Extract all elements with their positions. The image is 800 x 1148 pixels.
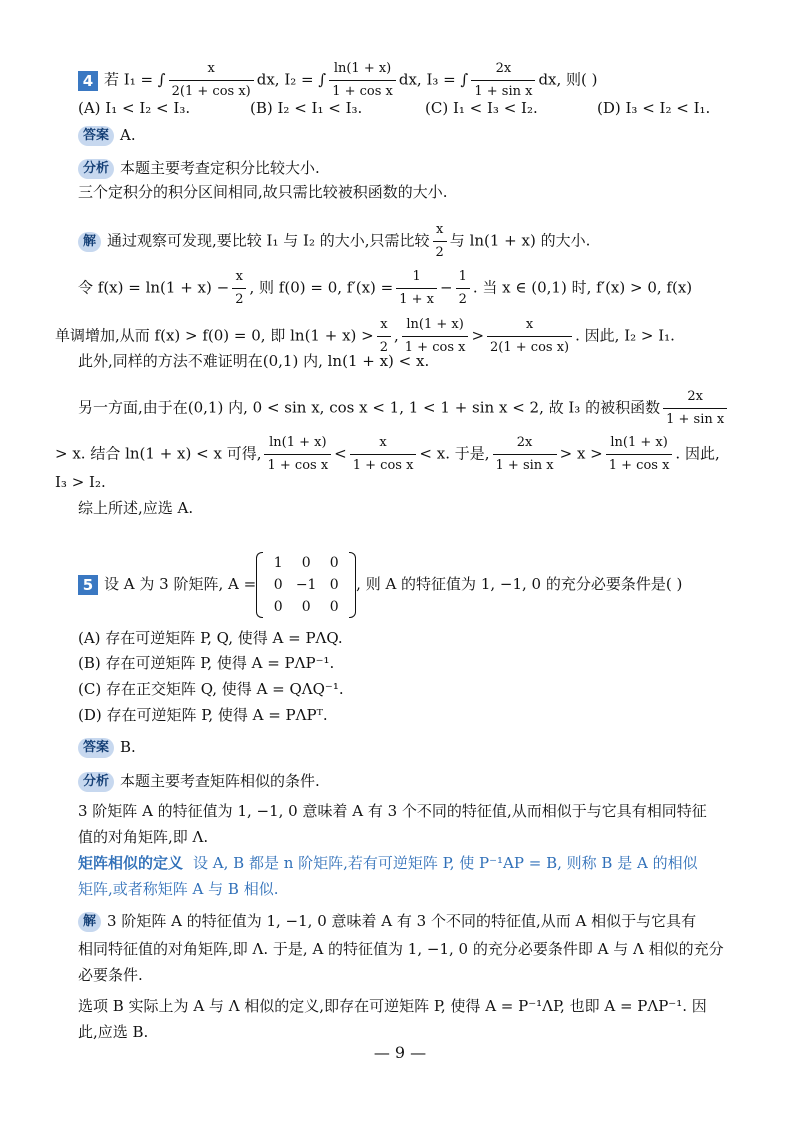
definition-title: 矩阵相似的定义: [78, 854, 184, 872]
q4-analysis-line-2: 三个定积分的积分区间相同,故只需比较被积函数的大小.: [78, 183, 448, 201]
q4-s2-fraction-1: $\frac{x}{2}$: [232, 266, 246, 311]
q4-s3a: 单调增加,从而 f(x) > f(0) = 0, 即 ln(1 + x) >: [55, 326, 374, 345]
q4-stem-d: dx, 则( ): [538, 70, 598, 89]
q4-s1-fraction: $\frac{x}{2}$: [433, 219, 447, 264]
q5-stem: [78, 552, 682, 618]
q5-analysis-line-2: 3 阶矩阵 A 的特征值为 1, −1, 0 意味着 A 有 3 个不同的特征值,从而相似于与它具有相同特征: [78, 802, 707, 820]
answer-text: B.: [120, 738, 136, 756]
q4-s3c: >: [471, 326, 485, 345]
q4-s6-fraction-4: $\frac{\ln(1 + x)}{\text{1 + cos x}}$: [606, 432, 673, 477]
q4-i2-fraction: $\frac{\ln(1 + x)}{\text{1 + cos x}}$: [329, 58, 396, 103]
q4-s5a: 另一方面,由于在(0,1) 内, 0 < sin x, cos x < 1, 1 < 1 + sin x < 2, 故 I₃ 的被积函数: [78, 398, 661, 417]
q4-s3b: ,: [394, 326, 399, 345]
q4-stem-a: 若 I₁ = ∫: [104, 70, 166, 89]
q4-option-c: (C) I₁ < I₃ < I₂.: [425, 99, 538, 117]
q4-s6-fraction-3: $\frac{2x}{\text{1 + sin x}}$: [493, 432, 557, 477]
q4-s6-fraction-1: $\frac{\ln(1 + x)}{\text{1 + cos x}}$: [264, 432, 331, 477]
q4-s3d: . 因此, I₂ > I₁.: [575, 326, 675, 345]
q5-solution-line-2: 相同特征值的对角矩阵,即 Λ. 于是, A 的特征值为 1, −1, 0 的充分必要条件即 A 与 Λ 相似的充分: [78, 940, 724, 958]
question-number-5: 5: [78, 575, 98, 595]
q4-analysis: [78, 157, 320, 179]
q4-option-a: (A) I₁ < I₂ < I₃.: [78, 99, 191, 117]
answer-tag: 答案: [78, 738, 114, 758]
q5-analysis-line-3: 值的对角矩阵,即 Λ.: [78, 828, 209, 846]
q4-solution-line-7: I₃ > I₂.: [55, 473, 106, 491]
q4-s6-fraction-2: $\frac{x}{\text{1 + cos x}}$: [350, 432, 417, 477]
q4-s2a: 令 f(x) = ln(1 + x) −: [78, 278, 230, 297]
question-number-4: 4: [78, 71, 98, 91]
answer-text: A.: [120, 126, 136, 144]
matrix-cell: 1: [273, 555, 283, 571]
q4-s1b: 与 ln(1 + x) 的大小.: [449, 231, 591, 250]
q4-s2-fraction-2: $\frac{1}{1 + x}$: [396, 266, 437, 311]
q4-stem-c: dx, I₃ = ∫: [398, 70, 469, 89]
matrix-cell: 0: [273, 577, 283, 593]
q4-s5-fraction: $\frac{2x}{\text{1 + sin x}}$: [663, 386, 727, 431]
q4-conclusion: 综上所述,应选 A.: [78, 499, 194, 517]
q4-solution-line-6: [55, 432, 720, 477]
q5-option-d: (D) 存在可逆矩阵 P, 使得 A = PΛPᵀ.: [78, 706, 328, 724]
q4-option-d: (D) I₃ < I₂ < I₁.: [597, 99, 711, 117]
definition-line-1: 设 A, B 都是 n 阶矩阵,若有可逆矩阵 P, 使 P⁻¹AP = B, 则称 B 是 A 的相似: [193, 854, 698, 872]
definition-box: [78, 852, 698, 874]
analysis-tag: 分析: [78, 772, 114, 792]
analysis-text: 本题主要考查定积分比较大小.: [120, 159, 320, 177]
q5-option-b: (B) 存在可逆矩阵 P, 使得 A = PΛP⁻¹.: [78, 654, 335, 672]
q5-solution-line-5: 此,应选 B.: [78, 1023, 149, 1041]
q4-i1-fraction: $\frac{x}{\text{2(1 + cos x)}}$: [169, 58, 254, 103]
solution-tag: 解: [78, 912, 101, 932]
q4-s6d: > x >: [559, 444, 603, 463]
q4-s2c: −: [440, 278, 453, 297]
q4-answer: [78, 124, 136, 146]
q4-s3-fraction-3: $\frac{x}{\text{2(1 + cos x)}}$: [487, 314, 572, 359]
q4-s2-fraction-3: $\frac{1}{2}$: [456, 266, 470, 311]
matrix-cell: −1: [295, 577, 317, 593]
matrix-cell: 0: [273, 599, 283, 615]
q4-s6a: > x. 结合 ln(1 + x) < x 可得,: [55, 444, 262, 463]
solution-tag: 解: [78, 232, 101, 252]
analysis-tag: 分析: [78, 159, 114, 179]
q5-solution-line-1: [78, 910, 696, 932]
q4-s6e: . 因此,: [675, 444, 720, 463]
q4-s1a: 通过观察可发现,要比较 I₁ 与 I₂ 的大小,只需比较: [107, 231, 430, 250]
q4-s3-fraction-2: $\frac{\ln(1 + x)}{\text{1 + cos x}}$: [402, 314, 469, 359]
definition-line-2: 矩阵,或者称矩阵 A 与 B 相似.: [78, 880, 279, 898]
q5-solution-line-4: 选项 B 实际上为 A 与 Λ 相似的定义,即存在可逆矩阵 P, 使得 A = P⁻¹ΛP, 也即 A = PΛP⁻¹. 因: [78, 997, 707, 1015]
matrix-cell: 0: [301, 555, 311, 571]
q4-solution-line-4: 此外,同样的方法不难证明在(0,1) 内, ln(1 + x) < x.: [78, 352, 430, 370]
page-number: — 9 —: [373, 1043, 427, 1062]
q5-stem-b: , 则 A 的特征值为 1, −1, 0 的充分必要条件是( ): [356, 575, 683, 593]
matrix-cell: 0: [301, 599, 311, 615]
matrix-cell: 0: [329, 555, 339, 571]
answer-tag: 答案: [78, 126, 114, 146]
q4-solution-line-2: [78, 266, 692, 311]
q4-s2d: . 当 x ∈ (0,1) 时, f′(x) > 0, f(x): [472, 278, 693, 297]
q5-option-a: (A) 存在可逆矩阵 P, Q, 使得 A = PΛQ.: [78, 629, 343, 647]
q5-s1: 3 阶矩阵 A 的特征值为 1, −1, 0 意味着 A 有 3 个不同的特征值,从而 A 相似于与它具有: [107, 912, 697, 930]
q4-solution-line-1: [78, 219, 590, 264]
q4-option-b: (B) I₂ < I₁ < I₃.: [250, 99, 363, 117]
matrix-cell: 0: [329, 577, 339, 593]
q4-s6b: <: [334, 444, 347, 463]
q5-stem-a: 设 A 为 3 阶矩阵, A =: [104, 575, 257, 593]
q4-stem-b: dx, I₂ = ∫: [256, 70, 327, 89]
q5-matrix: [256, 552, 356, 618]
q5-answer: [78, 736, 136, 758]
q4-i3-fraction: $\frac{2x}{\text{1 + sin x}}$: [471, 58, 535, 103]
matrix-cell: 0: [329, 599, 339, 615]
q5-option-c: (C) 存在正交矩阵 Q, 使得 A = QΛQ⁻¹.: [78, 680, 344, 698]
q5-analysis: [78, 770, 320, 792]
q5-solution-line-3: 必要条件.: [78, 966, 143, 984]
q4-s3-fraction-1: $\frac{x}{2}$: [377, 314, 391, 359]
q4-s6c: < x. 于是,: [419, 444, 490, 463]
q4-solution-line-5: [78, 386, 730, 431]
analysis-text: 本题主要考查矩阵相似的条件.: [120, 772, 320, 790]
q4-s2b: , 则 f(0) = 0, f′(x) =: [249, 278, 394, 297]
